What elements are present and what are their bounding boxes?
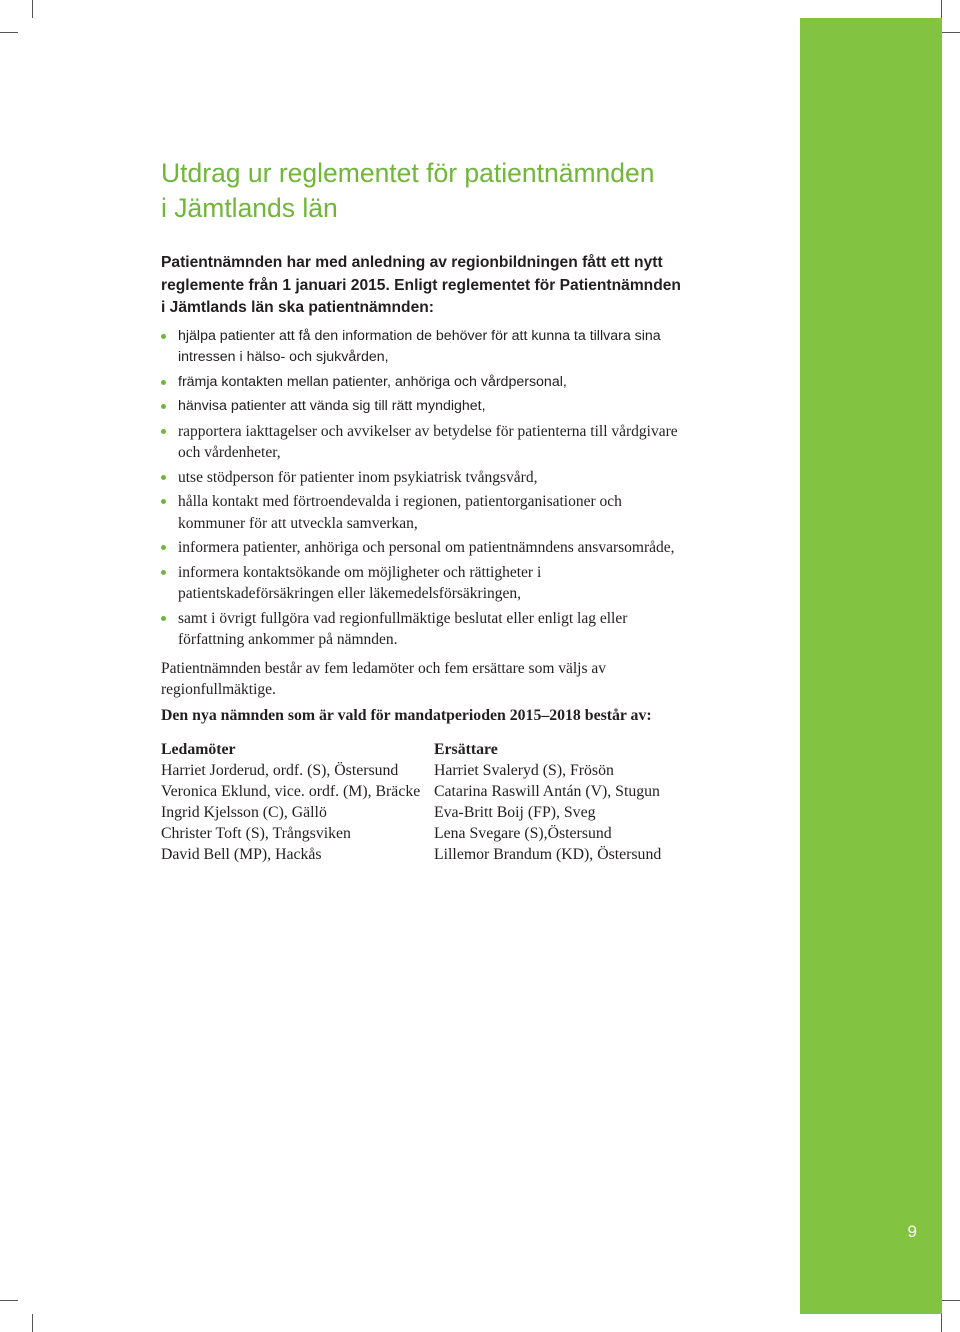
list-item: främja kontakten mellan patienter, anhöriga och vårdpersonal, [161, 372, 681, 394]
substitute-name: Lena Svegare (S),Östersund [434, 824, 612, 842]
crop-mark [942, 32, 960, 33]
member-name: David Bell (MP), Hackås [161, 845, 322, 863]
list-item: informera kontaktsökande om möjligheter och rättigheter i patientskadeförsäkringen eller läkemedelsförsäkringen, [161, 562, 681, 605]
intro-text: Patientnämnden har med anledning av regionbildningen fått ett nytt reglemente från 1 januari 2015. Enligt reglementet för Patientnämnden i Jämtlands län ska patientnämnden: [161, 254, 681, 316]
member-name: Christer Toft (S), Trångsviken [161, 824, 351, 842]
crop-mark [32, 1314, 33, 1332]
list-item: informera patienter, anhöriga och personal om patientnämndens ansvarsområde, [161, 537, 681, 559]
substitute-name: Harriet Svaleryd (S), Frösön [434, 761, 614, 779]
crop-mark [942, 1300, 960, 1301]
list-item: rapportera iakttagelser och avvikelser av betydelse för patienterna till vårdgivare och vårdenheter, [161, 421, 681, 464]
substitutes-column [434, 739, 661, 865]
list-item: samt i övrigt fullgöra vad regionfullmäktige beslutat eller enligt lag eller författning ankommer på nämnden. [161, 608, 681, 651]
crop-mark [0, 1300, 18, 1301]
crop-mark [32, 0, 33, 18]
members-table [161, 739, 681, 869]
members-column [161, 739, 420, 865]
page-title [161, 156, 681, 226]
crop-mark [941, 0, 942, 18]
column-heading: Ledamöter [161, 740, 236, 758]
crop-mark [941, 1314, 942, 1332]
list-item: utse stödperson för patienter inom psykiatrisk tvångsvård, [161, 467, 681, 489]
list-item: hjälpa patienter att få den information de behöver för att kunna ta tillvara sina intressen i hälso- och sjukvården, [161, 326, 681, 369]
page-number: 9 [907, 1222, 917, 1241]
green-side-bar [800, 18, 942, 1314]
title-line-2: i Jämtlands län [161, 193, 338, 223]
substitute-name: Catarina Raswill Antán (V), Stugun [434, 782, 660, 800]
member-name: Ingrid Kjelsson (C), Gällö [161, 803, 327, 821]
substitute-name: Lillemor Brandum (KD), Östersund [434, 845, 662, 863]
substitute-name: Eva-Britt Boij (FP), Sveg [434, 803, 596, 821]
member-name: Harriet Jorderud, ordf. (S), Östersund [161, 761, 399, 779]
duty-list [161, 326, 681, 651]
member-name: Veronica Eklund, vice. ordf. (M), Bräcke [161, 782, 421, 800]
main-content [161, 156, 681, 869]
column-heading: Ersättare [434, 740, 498, 758]
crop-mark [0, 32, 18, 33]
title-line-1: Utdrag ur reglementet för patientnämnden [161, 158, 655, 188]
composition-paragraph: Patientnämnden består av fem ledamöter och fem ersättare som väljs av regionfullmäktige. [161, 659, 607, 698]
members-subheading: Den nya nämnden som är vald för mandatperioden 2015–2018 består av: [161, 706, 652, 724]
list-item: hänvisa patienter att vända sig till rätt myndighet, [161, 396, 681, 418]
list-item: hålla kontakt med förtroendevalda i regionen, patientorganisationer och kommuner för att utveckla samverkan, [161, 491, 681, 534]
